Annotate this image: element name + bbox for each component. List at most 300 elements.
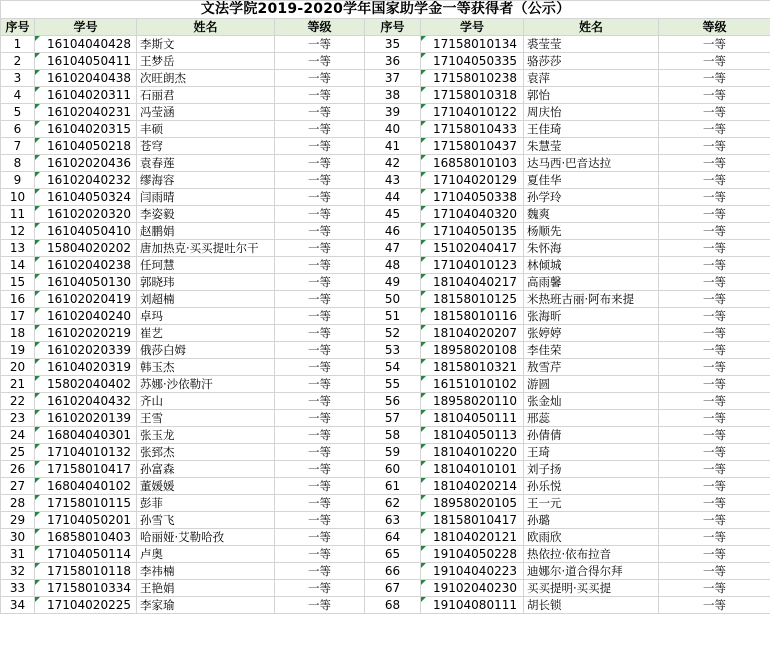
right-student-id-cell[interactable]: 18104050113 — [421, 427, 524, 444]
left-name-cell[interactable]: 冯莹涵 — [137, 104, 275, 121]
left-seq-cell[interactable]: 2 — [1, 53, 35, 70]
right-grade-cell[interactable]: 一等 — [659, 274, 770, 291]
right-student-id-cell[interactable]: 18158010321 — [421, 359, 524, 376]
left-grade-cell[interactable]: 一等 — [275, 478, 365, 495]
left-seq-cell[interactable]: 4 — [1, 87, 35, 104]
right-student-id-cell[interactable]: 16151010102 — [421, 376, 524, 393]
right-name-cell[interactable]: 周庆怡 — [524, 104, 659, 121]
right-name-cell[interactable]: 王一元 — [524, 495, 659, 512]
left-student-id-cell[interactable]: 17104010132 — [35, 444, 137, 461]
right-name-cell[interactable]: 张金灿 — [524, 393, 659, 410]
left-seq-cell[interactable]: 1 — [1, 36, 35, 53]
right-seq-cell[interactable]: 48 — [365, 257, 421, 274]
right-name-cell[interactable]: 迪娜尔·道合得尔拜 — [524, 563, 659, 580]
left-grade-cell[interactable]: 一等 — [275, 36, 365, 53]
table-row — [1, 189, 770, 206]
left-grade-cell[interactable]: 一等 — [275, 138, 365, 155]
left-name-cell[interactable]: 赵鹏娟 — [137, 223, 275, 240]
left-student-id-cell[interactable]: 16102020339 — [35, 342, 137, 359]
table-row — [1, 70, 770, 87]
left-seq-cell[interactable]: 27 — [1, 478, 35, 495]
left-grade-cell[interactable]: 一等 — [275, 376, 365, 393]
left-name-cell[interactable]: 彭菲 — [137, 495, 275, 512]
right-name-cell[interactable]: 张海昕 — [524, 308, 659, 325]
right-grade-cell[interactable]: 一等 — [659, 189, 770, 206]
left-student-id-cell[interactable]: 16102020320 — [35, 206, 137, 223]
left-student-id-cell[interactable]: 16102040232 — [35, 172, 137, 189]
right-student-id-cell[interactable]: 16858010103 — [421, 155, 524, 172]
right-grade-cell[interactable]: 一等 — [659, 393, 770, 410]
left-seq-cell[interactable]: 17 — [1, 308, 35, 325]
left-name-cell[interactable]: 王雪 — [137, 410, 275, 427]
right-name-cell[interactable]: 孙乐悦 — [524, 478, 659, 495]
left-name-cell[interactable]: 董媛媛 — [137, 478, 275, 495]
right-student-id-cell[interactable]: 17158010437 — [421, 138, 524, 155]
right-student-id-cell[interactable]: 18158010116 — [421, 308, 524, 325]
right-student-id-cell[interactable]: 19102040230 — [421, 580, 524, 597]
left-name-cell[interactable]: 韩玉杰 — [137, 359, 275, 376]
left-seq-cell[interactable]: 11 — [1, 206, 35, 223]
left-student-id-cell[interactable]: 16102040432 — [35, 393, 137, 410]
right-grade-cell[interactable]: 一等 — [659, 342, 770, 359]
right-grade-cell[interactable]: 一等 — [659, 410, 770, 427]
right-student-id-cell[interactable]: 17104010122 — [421, 104, 524, 121]
right-student-id-cell[interactable]: 18104010101 — [421, 461, 524, 478]
right-grade-cell[interactable]: 一等 — [659, 223, 770, 240]
left-name-cell[interactable]: 丰硕 — [137, 121, 275, 138]
table-row — [1, 376, 770, 393]
left-seq-cell[interactable]: 14 — [1, 257, 35, 274]
left-name-cell[interactable]: 孙富森 — [137, 461, 275, 478]
right-student-id-cell[interactable]: 18958020108 — [421, 342, 524, 359]
header-name-2[interactable]: 姓名 — [524, 19, 659, 36]
left-grade-cell[interactable]: 一等 — [275, 189, 365, 206]
right-grade-cell[interactable]: 一等 — [659, 376, 770, 393]
right-name-cell[interactable]: 刘子扬 — [524, 461, 659, 478]
left-seq-cell[interactable]: 7 — [1, 138, 35, 155]
left-grade-cell[interactable]: 一等 — [275, 274, 365, 291]
left-name-cell[interactable]: 石丽君 — [137, 87, 275, 104]
right-name-cell[interactable]: 杨顺先 — [524, 223, 659, 240]
left-grade-cell[interactable]: 一等 — [275, 70, 365, 87]
right-student-id-cell[interactable]: 18104020121 — [421, 529, 524, 546]
right-seq-cell[interactable]: 68 — [365, 597, 421, 614]
right-grade-cell[interactable]: 一等 — [659, 291, 770, 308]
left-student-id-cell[interactable]: 17158010118 — [35, 563, 137, 580]
left-student-id-cell[interactable]: 15802040402 — [35, 376, 137, 393]
header-student-id-2[interactable]: 学号 — [421, 19, 524, 36]
right-grade-cell[interactable]: 一等 — [659, 36, 770, 53]
left-grade-cell[interactable]: 一等 — [275, 121, 365, 138]
left-seq-cell[interactable]: 24 — [1, 427, 35, 444]
left-seq-cell[interactable]: 30 — [1, 529, 35, 546]
left-seq-cell[interactable]: 18 — [1, 325, 35, 342]
right-grade-cell[interactable]: 一等 — [659, 206, 770, 223]
right-seq-cell[interactable]: 61 — [365, 478, 421, 495]
table-row — [1, 359, 770, 376]
header-grade[interactable]: 等级 — [275, 19, 365, 36]
left-seq-cell[interactable]: 10 — [1, 189, 35, 206]
left-seq-cell[interactable]: 5 — [1, 104, 35, 121]
right-grade-cell[interactable]: 一等 — [659, 495, 770, 512]
right-student-id-cell[interactable]: 18104020214 — [421, 478, 524, 495]
header-grade-2[interactable]: 等级 — [659, 19, 770, 36]
table-row — [1, 325, 770, 342]
right-name-cell[interactable]: 高雨馨 — [524, 274, 659, 291]
left-grade-cell[interactable]: 一等 — [275, 563, 365, 580]
left-name-cell[interactable]: 刘超楠 — [137, 291, 275, 308]
left-seq-cell[interactable]: 28 — [1, 495, 35, 512]
right-name-cell[interactable]: 敖雪芹 — [524, 359, 659, 376]
right-seq-cell[interactable]: 66 — [365, 563, 421, 580]
left-grade-cell[interactable]: 一等 — [275, 104, 365, 121]
left-grade-cell[interactable]: 一等 — [275, 461, 365, 478]
right-grade-cell[interactable]: 一等 — [659, 172, 770, 189]
right-name-cell[interactable]: 欧雨欣 — [524, 529, 659, 546]
left-grade-cell[interactable]: 一等 — [275, 342, 365, 359]
right-student-id-cell[interactable]: 17158010238 — [421, 70, 524, 87]
left-name-cell[interactable]: 卢奥 — [137, 546, 275, 563]
header-row — [1, 19, 770, 36]
right-student-id-cell[interactable]: 17104040320 — [421, 206, 524, 223]
right-student-id-cell[interactable]: 18158010125 — [421, 291, 524, 308]
header-student-id[interactable]: 学号 — [35, 19, 137, 36]
right-grade-cell[interactable]: 一等 — [659, 563, 770, 580]
left-seq-cell[interactable]: 3 — [1, 70, 35, 87]
right-grade-cell[interactable]: 一等 — [659, 257, 770, 274]
right-seq-cell[interactable]: 42 — [365, 155, 421, 172]
left-seq-cell[interactable]: 31 — [1, 546, 35, 563]
left-name-cell[interactable]: 郭晓玮 — [137, 274, 275, 291]
left-grade-cell[interactable]: 一等 — [275, 223, 365, 240]
right-name-cell[interactable]: 热依拉·依布拉音 — [524, 546, 659, 563]
title-row — [1, 1, 770, 19]
right-student-id-cell[interactable]: 18104010220 — [421, 444, 524, 461]
table-row — [1, 87, 770, 104]
right-name-cell[interactable]: 孙学玲 — [524, 189, 659, 206]
left-grade-cell[interactable]: 一等 — [275, 155, 365, 172]
right-seq-cell[interactable]: 36 — [365, 53, 421, 70]
left-student-id-cell[interactable]: 16102020436 — [35, 155, 137, 172]
left-grade-cell[interactable]: 一等 — [275, 495, 365, 512]
left-grade-cell[interactable]: 一等 — [275, 240, 365, 257]
right-student-id-cell[interactable]: 19104080111 — [421, 597, 524, 614]
right-name-cell[interactable]: 游圆 — [524, 376, 659, 393]
right-seq-cell[interactable]: 53 — [365, 342, 421, 359]
left-grade-cell[interactable]: 一等 — [275, 257, 365, 274]
right-name-cell[interactable]: 李佳荣 — [524, 342, 659, 359]
left-student-id-cell[interactable]: 15804020202 — [35, 240, 137, 257]
left-grade-cell[interactable]: 一等 — [275, 359, 365, 376]
left-student-id-cell[interactable]: 16104050410 — [35, 223, 137, 240]
right-name-cell[interactable]: 张婷婷 — [524, 325, 659, 342]
left-grade-cell[interactable]: 一等 — [275, 410, 365, 427]
right-seq-cell[interactable]: 54 — [365, 359, 421, 376]
right-student-id-cell[interactable]: 17104050135 — [421, 223, 524, 240]
right-grade-cell[interactable]: 一等 — [659, 580, 770, 597]
left-seq-cell[interactable]: 26 — [1, 461, 35, 478]
right-seq-cell[interactable]: 65 — [365, 546, 421, 563]
right-student-id-cell[interactable]: 17104010123 — [421, 257, 524, 274]
right-grade-cell[interactable]: 一等 — [659, 478, 770, 495]
left-grade-cell[interactable]: 一等 — [275, 291, 365, 308]
left-student-id-cell[interactable]: 16104050411 — [35, 53, 137, 70]
table-row — [1, 529, 770, 546]
right-grade-cell[interactable]: 一等 — [659, 240, 770, 257]
right-grade-cell[interactable]: 一等 — [659, 512, 770, 529]
right-seq-cell[interactable]: 52 — [365, 325, 421, 342]
right-seq-cell[interactable]: 55 — [365, 376, 421, 393]
left-seq-cell[interactable]: 29 — [1, 512, 35, 529]
left-name-cell[interactable]: 苍穹 — [137, 138, 275, 155]
left-name-cell[interactable]: 卓玛 — [137, 308, 275, 325]
left-seq-cell[interactable]: 20 — [1, 359, 35, 376]
left-name-cell[interactable]: 任珂慧 — [137, 257, 275, 274]
left-name-cell[interactable]: 齐山 — [137, 393, 275, 410]
left-name-cell[interactable]: 王梦岳 — [137, 53, 275, 70]
right-seq-cell[interactable]: 64 — [365, 529, 421, 546]
left-student-id-cell[interactable]: 16104020319 — [35, 359, 137, 376]
left-grade-cell[interactable]: 一等 — [275, 206, 365, 223]
right-grade-cell[interactable]: 一等 — [659, 87, 770, 104]
left-seq-cell[interactable]: 21 — [1, 376, 35, 393]
right-seq-cell[interactable]: 45 — [365, 206, 421, 223]
right-seq-cell[interactable]: 57 — [365, 410, 421, 427]
left-name-cell[interactable]: 张玉龙 — [137, 427, 275, 444]
left-student-id-cell[interactable]: 16102040438 — [35, 70, 137, 87]
left-name-cell[interactable]: 孙雪飞 — [137, 512, 275, 529]
left-student-id-cell[interactable]: 16804040301 — [35, 427, 137, 444]
left-student-id-cell[interactable]: 16102040231 — [35, 104, 137, 121]
left-seq-cell[interactable]: 9 — [1, 172, 35, 189]
left-grade-cell[interactable]: 一等 — [275, 308, 365, 325]
right-seq-cell[interactable]: 58 — [365, 427, 421, 444]
right-seq-cell[interactable]: 67 — [365, 580, 421, 597]
left-seq-cell[interactable]: 34 — [1, 597, 35, 614]
right-student-id-cell[interactable]: 17158010318 — [421, 87, 524, 104]
left-student-id-cell[interactable]: 16104050324 — [35, 189, 137, 206]
right-student-id-cell[interactable]: 19104040223 — [421, 563, 524, 580]
right-student-id-cell[interactable]: 17104050335 — [421, 53, 524, 70]
left-name-cell[interactable]: 袁春莲 — [137, 155, 275, 172]
right-name-cell[interactable]: 朱怀海 — [524, 240, 659, 257]
right-student-id-cell[interactable]: 17104020129 — [421, 172, 524, 189]
left-student-id-cell[interactable]: 16858010403 — [35, 529, 137, 546]
left-grade-cell[interactable]: 一等 — [275, 597, 365, 614]
left-student-id-cell[interactable]: 17158010417 — [35, 461, 137, 478]
right-student-id-cell[interactable]: 19104050228 — [421, 546, 524, 563]
right-name-cell[interactable]: 王琦 — [524, 444, 659, 461]
left-name-cell[interactable]: 次旺朗杰 — [137, 70, 275, 87]
left-student-id-cell[interactable]: 16102020419 — [35, 291, 137, 308]
table-row — [1, 53, 770, 70]
right-name-cell[interactable]: 买买提明·买买提 — [524, 580, 659, 597]
left-name-cell[interactable]: 苏娜·沙依勒汗 — [137, 376, 275, 393]
left-name-cell[interactable]: 俄莎白姆 — [137, 342, 275, 359]
header-name[interactable]: 姓名 — [137, 19, 275, 36]
right-seq-cell[interactable]: 63 — [365, 512, 421, 529]
left-grade-cell[interactable]: 一等 — [275, 529, 365, 546]
right-grade-cell[interactable]: 一等 — [659, 53, 770, 70]
right-student-id-cell[interactable]: 18104020207 — [421, 325, 524, 342]
left-student-id-cell[interactable]: 17104050114 — [35, 546, 137, 563]
right-grade-cell[interactable]: 一等 — [659, 155, 770, 172]
left-grade-cell[interactable]: 一等 — [275, 512, 365, 529]
right-grade-cell[interactable]: 一等 — [659, 325, 770, 342]
left-student-id-cell[interactable]: 16104040428 — [35, 36, 137, 53]
left-seq-cell[interactable]: 8 — [1, 155, 35, 172]
right-grade-cell[interactable]: 一等 — [659, 546, 770, 563]
left-name-cell[interactable]: 李祎楠 — [137, 563, 275, 580]
left-student-id-cell[interactable]: 17104020225 — [35, 597, 137, 614]
right-name-cell[interactable]: 达马西·巴音达拉 — [524, 155, 659, 172]
left-grade-cell[interactable]: 一等 — [275, 53, 365, 70]
right-grade-cell[interactable]: 一等 — [659, 308, 770, 325]
table-row — [1, 461, 770, 478]
right-grade-cell[interactable]: 一等 — [659, 461, 770, 478]
left-name-cell[interactable]: 唐加热克·买买提吐尔干 — [137, 240, 275, 257]
right-seq-cell[interactable]: 37 — [365, 70, 421, 87]
right-student-id-cell[interactable]: 18104050111 — [421, 410, 524, 427]
right-grade-cell[interactable]: 一等 — [659, 597, 770, 614]
right-name-cell[interactable]: 林倾城 — [524, 257, 659, 274]
left-name-cell[interactable]: 崔艺 — [137, 325, 275, 342]
left-grade-cell[interactable]: 一等 — [275, 580, 365, 597]
header-seq-2[interactable]: 序号 — [365, 19, 421, 36]
right-grade-cell[interactable]: 一等 — [659, 529, 770, 546]
left-seq-cell[interactable]: 12 — [1, 223, 35, 240]
table-row — [1, 580, 770, 597]
right-student-id-cell[interactable]: 18158010417 — [421, 512, 524, 529]
right-grade-cell[interactable]: 一等 — [659, 70, 770, 87]
right-seq-cell[interactable]: 47 — [365, 240, 421, 257]
right-seq-cell[interactable]: 62 — [365, 495, 421, 512]
right-student-id-cell[interactable]: 17104050338 — [421, 189, 524, 206]
right-seq-cell[interactable]: 38 — [365, 87, 421, 104]
right-seq-cell[interactable]: 44 — [365, 189, 421, 206]
left-student-id-cell[interactable]: 16102020219 — [35, 325, 137, 342]
right-grade-cell[interactable]: 一等 — [659, 138, 770, 155]
right-student-id-cell[interactable]: 18104040217 — [421, 274, 524, 291]
right-student-id-cell[interactable]: 18958020105 — [421, 495, 524, 512]
left-grade-cell[interactable]: 一等 — [275, 546, 365, 563]
right-grade-cell[interactable]: 一等 — [659, 359, 770, 376]
right-grade-cell[interactable]: 一等 — [659, 104, 770, 121]
left-student-id-cell[interactable]: 17104050201 — [35, 512, 137, 529]
right-name-cell[interactable]: 王佳琦 — [524, 121, 659, 138]
right-grade-cell[interactable]: 一等 — [659, 444, 770, 461]
right-seq-cell[interactable]: 46 — [365, 223, 421, 240]
left-student-id-cell[interactable]: 16102040238 — [35, 257, 137, 274]
right-seq-cell[interactable]: 59 — [365, 444, 421, 461]
right-student-id-cell[interactable]: 18958020110 — [421, 393, 524, 410]
right-name-cell[interactable]: 骆莎莎 — [524, 53, 659, 70]
right-name-cell[interactable]: 魏爽 — [524, 206, 659, 223]
header-seq[interactable]: 序号 — [1, 19, 35, 36]
left-name-cell[interactable]: 缪海容 — [137, 172, 275, 189]
right-name-cell[interactable]: 孙倩倩 — [524, 427, 659, 444]
left-student-id-cell[interactable]: 16104050130 — [35, 274, 137, 291]
left-seq-cell[interactable]: 33 — [1, 580, 35, 597]
table-row — [1, 223, 770, 240]
right-seq-cell[interactable]: 49 — [365, 274, 421, 291]
right-seq-cell[interactable]: 40 — [365, 121, 421, 138]
right-seq-cell[interactable]: 50 — [365, 291, 421, 308]
table-row — [1, 597, 770, 614]
left-seq-cell[interactable]: 16 — [1, 291, 35, 308]
left-name-cell[interactable]: 哈丽娅·艾勒哈孜 — [137, 529, 275, 546]
table-row — [1, 274, 770, 291]
left-name-cell[interactable]: 李斯文 — [137, 36, 275, 53]
right-seq-cell[interactable]: 60 — [365, 461, 421, 478]
left-seq-cell[interactable]: 22 — [1, 393, 35, 410]
right-seq-cell[interactable]: 35 — [365, 36, 421, 53]
right-name-cell[interactable]: 郭怡 — [524, 87, 659, 104]
left-seq-cell[interactable]: 19 — [1, 342, 35, 359]
right-name-cell[interactable]: 袁萍 — [524, 70, 659, 87]
left-grade-cell[interactable]: 一等 — [275, 325, 365, 342]
left-student-id-cell[interactable]: 16804040102 — [35, 478, 137, 495]
sheet-title[interactable]: 文法学院2019-2020学年国家助学金一等获得者（公示） — [1, 1, 770, 19]
right-seq-cell[interactable]: 41 — [365, 138, 421, 155]
table-row — [1, 206, 770, 223]
left-grade-cell[interactable]: 一等 — [275, 172, 365, 189]
left-name-cell[interactable]: 张郅杰 — [137, 444, 275, 461]
left-seq-cell[interactable]: 23 — [1, 410, 35, 427]
right-grade-cell[interactable]: 一等 — [659, 121, 770, 138]
left-student-id-cell[interactable]: 17158010115 — [35, 495, 137, 512]
left-seq-cell[interactable]: 25 — [1, 444, 35, 461]
right-student-id-cell[interactable]: 15102040417 — [421, 240, 524, 257]
left-grade-cell[interactable]: 一等 — [275, 444, 365, 461]
right-name-cell[interactable]: 朱慧莹 — [524, 138, 659, 155]
right-name-cell[interactable]: 裘莹莹 — [524, 36, 659, 53]
left-student-id-cell[interactable]: 17158010334 — [35, 580, 137, 597]
left-seq-cell[interactable]: 32 — [1, 563, 35, 580]
right-name-cell[interactable]: 夏佳华 — [524, 172, 659, 189]
left-name-cell[interactable]: 王艳娟 — [137, 580, 275, 597]
left-student-id-cell[interactable]: 16102040240 — [35, 308, 137, 325]
right-seq-cell[interactable]: 56 — [365, 393, 421, 410]
right-student-id-cell[interactable]: 17158010134 — [421, 36, 524, 53]
right-name-cell[interactable]: 邢蕊 — [524, 410, 659, 427]
left-grade-cell[interactable]: 一等 — [275, 393, 365, 410]
left-student-id-cell[interactable]: 16104020311 — [35, 87, 137, 104]
right-student-id-cell[interactable]: 17158010433 — [421, 121, 524, 138]
table-row — [1, 104, 770, 121]
left-name-cell[interactable]: 李家瑜 — [137, 597, 275, 614]
left-seq-cell[interactable]: 15 — [1, 274, 35, 291]
left-name-cell[interactable]: 闫雨晴 — [137, 189, 275, 206]
left-student-id-cell[interactable]: 16102020139 — [35, 410, 137, 427]
left-grade-cell[interactable]: 一等 — [275, 87, 365, 104]
right-grade-cell[interactable]: 一等 — [659, 427, 770, 444]
left-student-id-cell[interactable]: 16104050218 — [35, 138, 137, 155]
right-name-cell[interactable]: 胡长锁 — [524, 597, 659, 614]
right-seq-cell[interactable]: 39 — [365, 104, 421, 121]
right-seq-cell[interactable]: 43 — [365, 172, 421, 189]
right-name-cell[interactable]: 米热班古丽·阿布来提 — [524, 291, 659, 308]
left-student-id-cell[interactable]: 16104020315 — [35, 121, 137, 138]
left-name-cell[interactable]: 李姿毅 — [137, 206, 275, 223]
table-row — [1, 410, 770, 427]
left-seq-cell[interactable]: 13 — [1, 240, 35, 257]
left-seq-cell[interactable]: 6 — [1, 121, 35, 138]
table-row — [1, 512, 770, 529]
left-grade-cell[interactable]: 一等 — [275, 427, 365, 444]
right-seq-cell[interactable]: 51 — [365, 308, 421, 325]
right-name-cell[interactable]: 孙璐 — [524, 512, 659, 529]
